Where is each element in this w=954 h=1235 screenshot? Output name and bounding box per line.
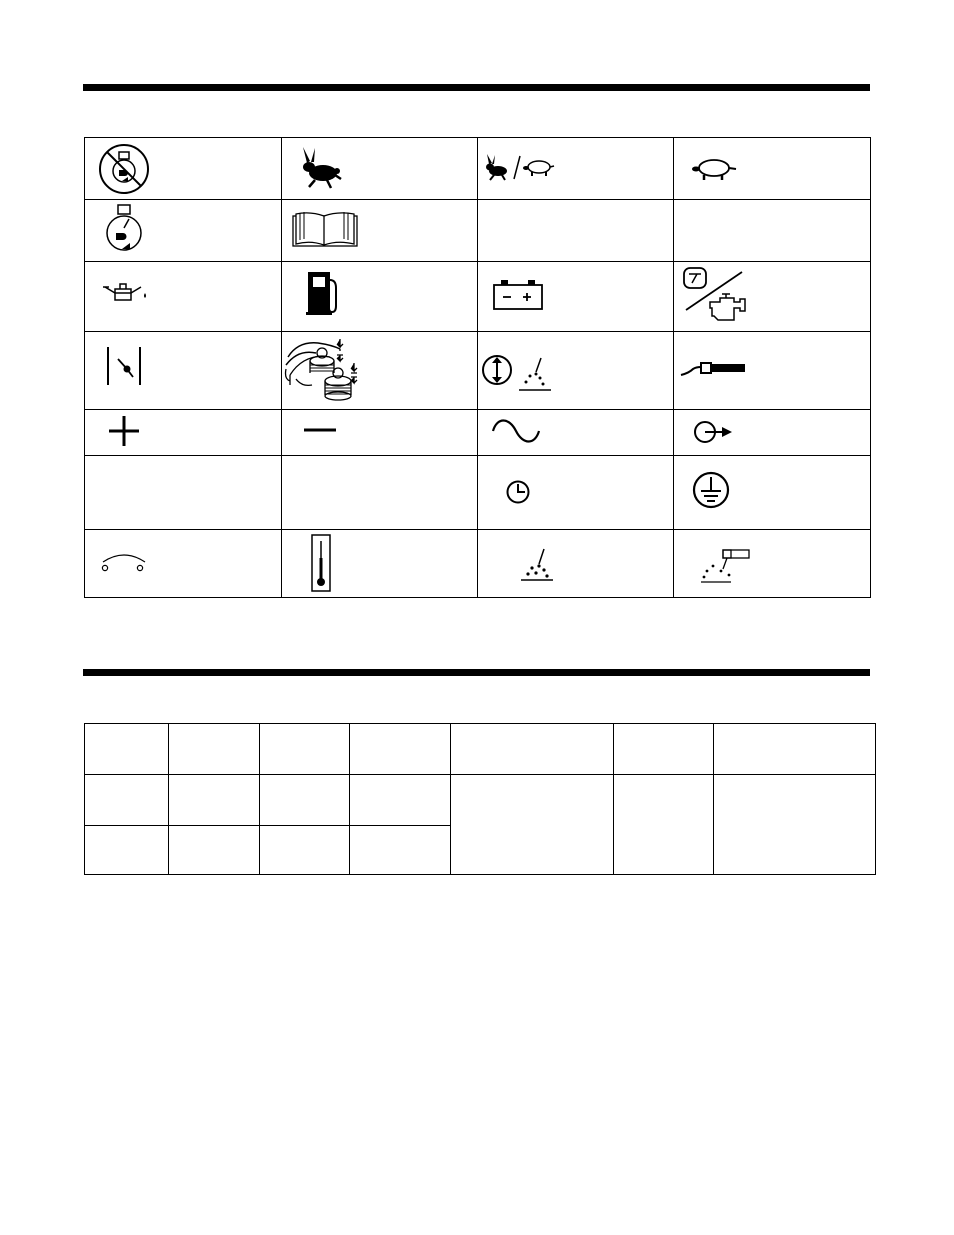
symbol-grid — [84, 137, 871, 598]
work-connection-icon — [679, 357, 747, 379]
protective-earth-circle-icon — [505, 479, 531, 505]
battery-icon — [493, 278, 543, 310]
output-icon — [693, 419, 735, 445]
no-engine-fuel-icon — [98, 143, 150, 195]
rabbit-turtle-speed-icon — [483, 153, 559, 183]
fuel-pump-icon — [306, 270, 340, 316]
table-header-cell — [350, 724, 450, 774]
grid-divider — [477, 138, 478, 597]
engine-stop-icon — [682, 266, 754, 326]
turtle-low-speed-icon — [688, 157, 738, 181]
thermometer-icon — [311, 534, 331, 592]
alternating-current-icon — [491, 419, 541, 443]
table-divider — [85, 774, 875, 775]
section-rule-bottom — [83, 669, 870, 676]
table-header-cell — [169, 724, 259, 774]
grid-divider — [673, 138, 674, 597]
table-header-cell — [85, 724, 168, 774]
table-header-cell — [260, 724, 349, 774]
rabbit-high-speed-icon — [297, 145, 345, 191]
arc-control-icon — [481, 348, 553, 392]
circuit-open-icon — [99, 552, 149, 574]
ground-icon — [691, 470, 731, 510]
specification-table — [84, 723, 876, 875]
engine-fuel-gauge-icon — [103, 203, 145, 255]
oil-can-icon — [101, 279, 147, 303]
tig-welding-icon — [699, 549, 751, 583]
stick-welding-icon — [519, 548, 555, 582]
read-manual-icon — [292, 210, 358, 248]
wire-feeder-spools-icon — [282, 335, 360, 405]
section-rule-top — [83, 84, 870, 91]
table-header-cell — [451, 724, 613, 774]
table-header-cell — [714, 724, 875, 774]
table-header-cell — [614, 724, 713, 774]
table-divider — [85, 825, 451, 826]
positive-icon — [108, 415, 140, 447]
circuit-breaker-icon — [105, 345, 145, 387]
negative-icon — [304, 427, 336, 433]
